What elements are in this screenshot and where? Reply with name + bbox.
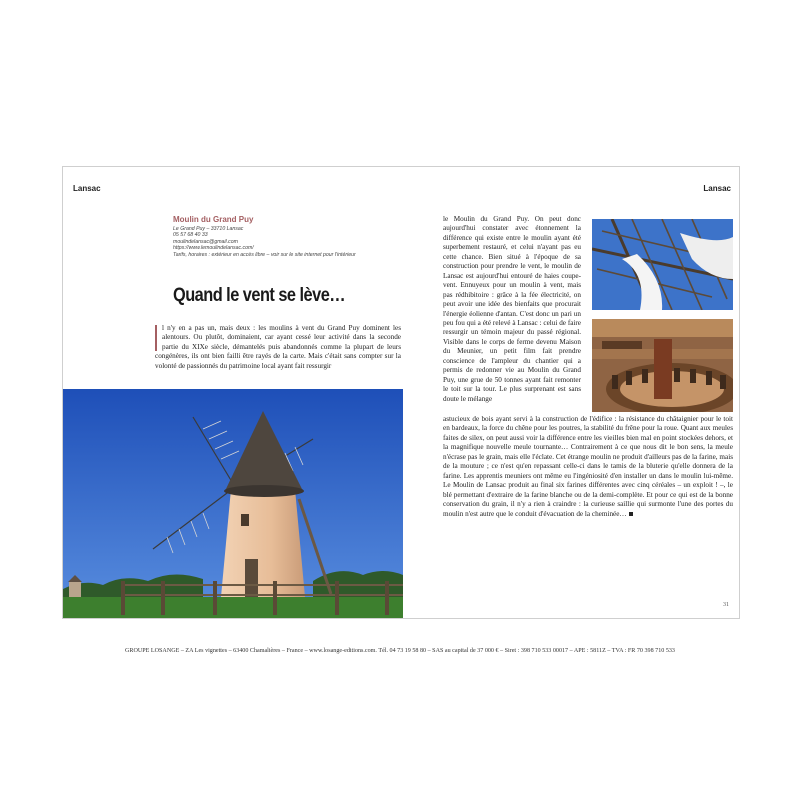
gear-illustration [592,319,733,412]
info-phone: 05 57 68 40 33 [173,232,208,239]
page-number: 31 [723,602,729,608]
intro-text: l n'y en a pas un, mais deux : les moulins à vent du Grand Puy dominent les alentours. Ou plutôt, dominaient, car ayant cessé leur activité dans la seconde partie du XIXe siècle, démantelés puis abandonnés comme la plupart de leurs congénères, ils ont bien failli être rayés de la carte. Mais c'était sans compter sur la volonté de passionnés du patrimoine local ayant fait ressurgir [155,324,401,370]
accent-bar [155,325,157,351]
magazine-spread [62,166,740,619]
windmill-illustration [63,389,403,619]
publisher-footer: GROUPE LOSANGE – ZA Les vignettes – 63400 Chamalières – France – www.losange-editions.com. Tél. 04 73 19 58 80 – SAS au capital de 37 000 € – Siret : 398 710 533 00017 – APE : 5811Z – TVA : FR 70 398 710 533 [125,648,675,654]
running-head-right: Lansac [703,184,731,193]
info-email: moulindelansac@gmail.com [173,238,238,245]
info-box [173,215,403,258]
sail-illustration [592,219,733,310]
article-lower-text: astucieux de bois ayant servi à la construction de l'édifice : la résistance du châtaignier pour le toit en bardeaux, la force du chêne pour les poutres, la stabilité du frêne pour la roue. Quant aux meules faites de silex, on peut aussi voir la différence entre les vieilles bien mal en point stockées dehors, et la magnifique nouvelle meule tournante… Contrairement à ce que nous dit le bon sens, la meule n'écrase pas le grain, mais elle l'éclate. Cet étrange moulin ne produit d'ailleurs pas de la farine, mais de la mouture ; ce n'est qu'en repassant celle-ci dans le tamis de la bluterie qu'elle donnera de la farine. Les apprentis meuniers ont même eu l'ingéniosité d'en installer un dans le moulin lui-même. Le Moulin de Lansac produit au final six farines différentes avec cinq céréales – un exploit ! –, le blé permettant d'extraire de la farine blanche ou de la demi-complète. Et pour ce qui est de la bonne conservation du grain, il n'y a rien à craindre : la curieuse saillie qui surmonte l'une des portes du moulin n'est autre que le conduit d'évacuation de la cheminée… [443,415,733,518]
end-of-article-mark [629,512,633,516]
sail-detail-photo [592,219,733,310]
info-hours: Tarifs, horaires : extérieur en accès libre – voir sur le site internet pour l'intérieur [173,251,356,258]
gear-mechanism-photo [592,319,733,412]
intro-paragraph [155,324,401,371]
running-head-left: Lansac [73,184,101,193]
info-title: Moulin du Grand Puy [173,215,254,224]
info-website: https://www.lemoulindelansac.com/ [173,245,254,252]
windmill-photo [63,389,403,619]
article-column-upper: le Moulin du Grand Puy. On peut donc aujourd'hui constater avec étonnement la différence qui existe entre le moulin ayant été superbement restauré, et celui n'ayant pas eu cette chance. Bien situé à l'époque de sa construction pour prendre le vent, le moulin de Lansac est aujourd'hui entouré de haies coupe-vent. Ennuyeux pour un moulin à vent, mais pas rédhibitoire : grâce à la fée électricité, on peut avoir une idée des bienfaits que procurait l'énergie éolienne d'antan. C'est donc un pari un peu fou qui a été relevé à Lansac : celui de faire ressurgir un témoin majeur du passé régional. Visible dans le corps de ferme devenu Maison du Meunier, un petit film fait prendre conscience de l'ampleur du chantier qui a permis de redonner vie au Moulin du Grand Puy, une grue de 50 tonnes ayant fait remonter le toit sur la tour. Le plus surprenant est sans doute le mélange [443,215,581,403]
article-headline: Quand le vent se lève… [173,285,346,306]
info-address: Le Grand Puy – 33710 Lansac [173,226,244,232]
article-column-lower [443,415,733,519]
